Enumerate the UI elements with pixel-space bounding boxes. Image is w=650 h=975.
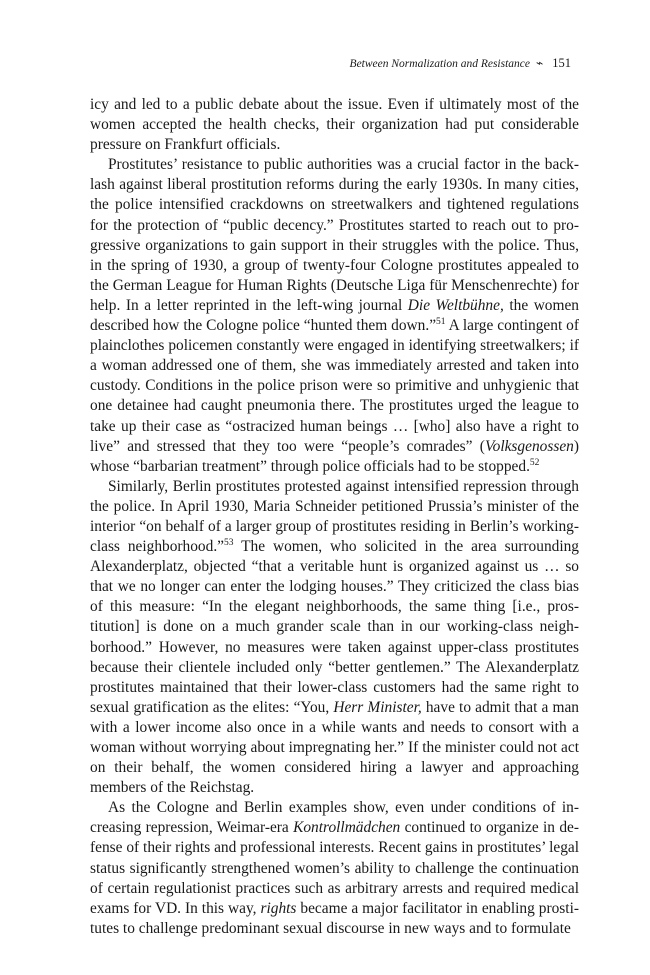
italic-text: Kontrollmädchen bbox=[293, 819, 401, 837]
footnote-reference: 53 bbox=[224, 537, 234, 548]
footnote-reference: 52 bbox=[529, 457, 540, 468]
running-head-title: Between Normalization and Resistance bbox=[349, 58, 531, 70]
paragraph-text: Prostitutes’ resistance to public authorities was a crucial factor in the backlash against liberal prostitution reforms during the early 1930s. In many cities, the police intensified crackdowns on streetwalkers and tightened regulations for the protection of “public decency.” Prostitutes started to reach out to progressive organizations to gain support in their struggles with the police. Thus, in the spring of 1930, a group of twenty-four Cologne prostitutes appealed to the German League for Human Rights (Deutsche Liga für Menschenrechte) for help. In a letter reprinted in the left-wing journal bbox=[90, 156, 579, 314]
paragraph-text: As the Cologne and Berlin examples show, even under conditions of increasing repression, Weimar-era bbox=[90, 799, 579, 837]
paragraph bbox=[90, 155, 579, 477]
paragraph-text: ) whose “barbarian treatment” through police officials had to be stopped. bbox=[90, 437, 579, 475]
ornament-icon: ⌁ bbox=[536, 56, 543, 70]
footnote-reference: 51 bbox=[436, 316, 446, 327]
body-text bbox=[90, 95, 579, 939]
paragraph-text: Similarly, Berlin prostitutes protested against intensified repression through the police. In April 1930, Maria Schneider petitioned Prussia’s minister of the interior “on behalf of a larger group of prostitutes residing in Berlin’s working-class neighborhood.” bbox=[90, 477, 579, 556]
paragraph-text: The women, who solicited in the area surrounding Alexanderplatz, objected “that a veritable hunt is organized against us … so that we no longer can enter the lodging houses.” They criticized the class bias of this measure: “In the elegant neighborhoods, the same thing [i.e., prostitution] is done on a much grander scale than in our working-class neighborhood.” However, no measures were taken against upper-class prostitutes because their clientele included only “better gentlemen.” The Alexanderplatz prostitutes maintained that their lower-class customers had the same right to sexual gratification as the elites: “You, bbox=[90, 538, 579, 716]
paragraph-text: continued to organize in defense of their rights and professional interests. Recent gains in prostitutes’ legal status significantly strengthened women’s ability to challenge the continuation of certain regulationist practices such as arbitrary arrests and required medical exams for VD. In this way, bbox=[90, 819, 580, 917]
paragraph-text: A large contingent of plainclothes policemen constantly were engaged in identifying streetwalkers; if a woman addressed one of them, she was immediately arrested and taken into custody. Conditions in the police prison were so primitive and unhygienic that one detainee had caught pneumonia there. The prostitutes urged the league to take up their case as “ostracized human beings … [who] also have a right to live” and stressed that they too were “people’s comrades” ( bbox=[90, 317, 579, 455]
paragraph bbox=[90, 798, 579, 939]
italic-text: Volksgenossen bbox=[484, 437, 574, 455]
italic-text: Die Weltbühne, bbox=[407, 296, 504, 314]
paragraph-text: the women described how the Cologne police “hunted them down.” bbox=[90, 296, 579, 335]
italic-text: Herr Minister, bbox=[333, 698, 422, 716]
paragraph bbox=[90, 95, 579, 155]
paragraph-text: have to admit that a man with a lower income also once in a while wants and needs to consort with a woman without worrying about impregnating her.” If the minister could not act on their behalf, the women considered hiring a lawyer and approaching members of the Reichstag. bbox=[90, 698, 579, 797]
paragraph-text: became a major facilitator in enabling prostitutes to challenge predominant sexual discourse in new ways and to formulate bbox=[90, 899, 579, 937]
page-number: 151 bbox=[552, 56, 571, 70]
paragraph-text: icy and led to a public debate about the issue. Even if ultimately most of the women accepted the health checks, their organization had put considerable pressure on Frankfurt officials. bbox=[90, 96, 579, 154]
italic-text: rights bbox=[260, 899, 297, 917]
running-head bbox=[350, 56, 571, 71]
paragraph bbox=[90, 477, 579, 799]
